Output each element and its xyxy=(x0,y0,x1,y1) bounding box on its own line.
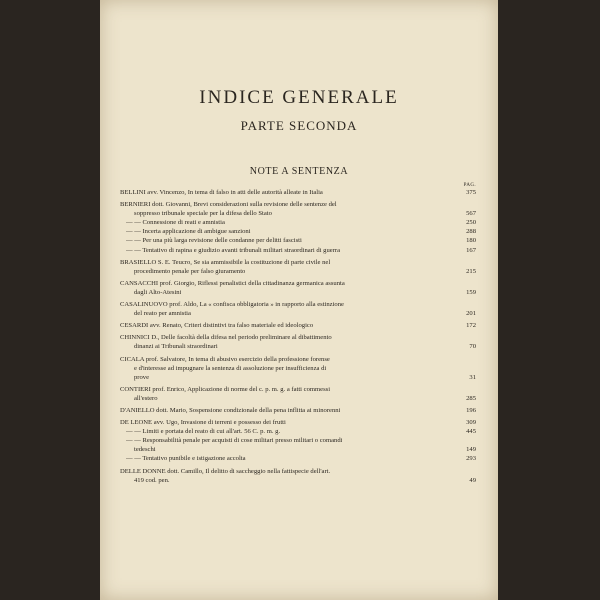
index-entry xyxy=(120,279,478,288)
index-entry xyxy=(120,258,478,267)
entry-page-number: 215 xyxy=(466,267,476,275)
entry-text: procedimento penale per falso giuramento xyxy=(134,267,246,275)
entry-text: CANSACCHI prof. Giorgio, Riflessi penalistici della cittadinanza germanica assunta xyxy=(120,279,345,287)
entry-text: — — Tentativo punibile e istigazione accolta xyxy=(126,455,246,463)
entry-text: DELLE DONNE dott. Camillo, Il delitto di saccheggio nella fattispecie dell'art. xyxy=(120,467,331,475)
entry-page-number: 180 xyxy=(466,237,476,245)
index-entry xyxy=(120,309,478,318)
index-entry xyxy=(120,218,478,227)
entry-text: CESARDI avv. Renato, Criteri distintivi tra falso materiale ed ideologico xyxy=(120,322,314,330)
section-heading: NOTE A SENTENZA xyxy=(249,166,349,177)
entry-page-number: 250 xyxy=(466,219,476,227)
index-entry xyxy=(120,436,478,445)
index-entries xyxy=(120,188,478,485)
entry-text: prove xyxy=(134,373,150,381)
index-entry xyxy=(120,227,478,236)
entry-page-number: 149 xyxy=(466,446,476,454)
index-entry xyxy=(120,246,478,255)
index-entry xyxy=(120,333,478,342)
entry-page-number: 167 xyxy=(466,246,476,254)
book-page xyxy=(100,0,498,600)
index-entry xyxy=(120,321,478,330)
entry-text: — — Connessione di reati e amnistia xyxy=(126,219,225,227)
entry-page-number: 445 xyxy=(466,428,476,436)
entry-text: CHINNICI D., Delle facoltà della difesa nel periodo preliminare al dibattimento xyxy=(120,334,332,342)
entry-text: DE LEONE avv. Ugo, Invasione di terreni e possesso dei frutti xyxy=(120,419,286,427)
entry-text: — — Limiti e portata del reato di cui all'art. 56 C. p. m. g. xyxy=(126,428,281,436)
index-entry xyxy=(120,267,478,276)
entry-text: e d'interesse ad impugnare la sentenza di assoluzione per insufficienza di xyxy=(134,364,327,372)
entry-text: — — Responsabilità penale per acquisti di cose militari presso militari o comandi xyxy=(126,437,343,445)
entry-page-number: 70 xyxy=(469,343,476,351)
entry-page-number: 31 xyxy=(469,373,476,381)
index-entry xyxy=(120,373,478,382)
page-column-label: PAG. xyxy=(463,183,476,188)
entry-text: dinanzi ai Tribunali straordinari xyxy=(134,343,218,351)
index-entry xyxy=(120,427,478,436)
index-entry xyxy=(120,300,478,309)
entry-text: BERNIERI dott. Giovanni, Brevi considerazioni sulla revisione delle sentenze del xyxy=(120,201,337,209)
page-title: INDICE GENERALE xyxy=(199,87,399,108)
entry-text: — — Incerta applicazione di ambigue sanzioni xyxy=(126,228,251,236)
entry-text: BELLINI avv. Vincenzo, In tema di falso in atti delle autorità alleate in Italia xyxy=(120,189,323,196)
entry-text: D'ANIELLO dott. Mario, Sospensione condizionale della pena inflitta ai minorenni xyxy=(120,406,341,414)
index-entry xyxy=(120,454,478,463)
index-entry xyxy=(120,394,478,403)
entry-text: CONTIERI prof. Enrico, Applicazione di norme del c. p. m. g. a fatti commessi xyxy=(120,385,331,393)
index-entry xyxy=(120,476,478,485)
entry-page-number: 196 xyxy=(466,406,476,414)
index-entry xyxy=(120,355,478,364)
index-entry xyxy=(120,467,478,476)
entry-text: soppresso tribunale speciale per la difesa dello Stato xyxy=(134,210,272,218)
entry-text: 419 cod. pen. xyxy=(134,476,170,484)
entry-text: — — Per una più larga revisione delle condanne per delitti fascisti xyxy=(126,237,302,245)
entry-page-number: 288 xyxy=(466,228,476,236)
entry-page-number: 293 xyxy=(466,455,476,463)
entry-text: del reato per amnistia xyxy=(134,310,191,318)
entry-text: CICALA prof. Salvatore, In tema di abusivo esercizio della professione forense xyxy=(120,355,330,363)
index-entry xyxy=(120,418,478,427)
entry-page-number: 172 xyxy=(466,322,476,330)
index-entry xyxy=(120,209,478,218)
index-entry xyxy=(120,188,478,197)
entry-page-number: 49 xyxy=(469,476,476,484)
index-entry xyxy=(120,288,478,297)
entry-text: — — Tentativo di rapina e giudizio avanti tribunali militari straordinari di guerra xyxy=(126,246,341,254)
entry-page-number: 285 xyxy=(466,394,476,402)
entry-page-number: 201 xyxy=(466,310,476,318)
entry-text: dagli Alto-Atesini xyxy=(134,288,182,296)
entry-text: all'estero xyxy=(134,394,158,402)
index-entry xyxy=(120,445,478,454)
entry-page-number: 567 xyxy=(466,210,476,218)
entry-page-number: 159 xyxy=(466,288,476,296)
entry-text: tedeschi xyxy=(134,446,156,454)
page-subtitle: PARTE SECONDA xyxy=(240,118,358,133)
entry-page-number: 309 xyxy=(466,419,476,427)
index-entry xyxy=(120,342,478,351)
index-entry xyxy=(120,236,478,245)
index-entry xyxy=(120,385,478,394)
index-entry xyxy=(120,406,478,415)
entry-text: CASALINUOVO prof. Aldo, La « confisca obbligatoria » in rapporto alla estinzione xyxy=(120,301,344,309)
index-entry xyxy=(120,364,478,373)
index-entry xyxy=(120,200,478,209)
entry-text: BRASIELLO S. E. Teucro, Se sia ammissibile la costituzione di parte civile nel xyxy=(120,258,331,266)
entry-page-number: 375 xyxy=(466,189,476,196)
